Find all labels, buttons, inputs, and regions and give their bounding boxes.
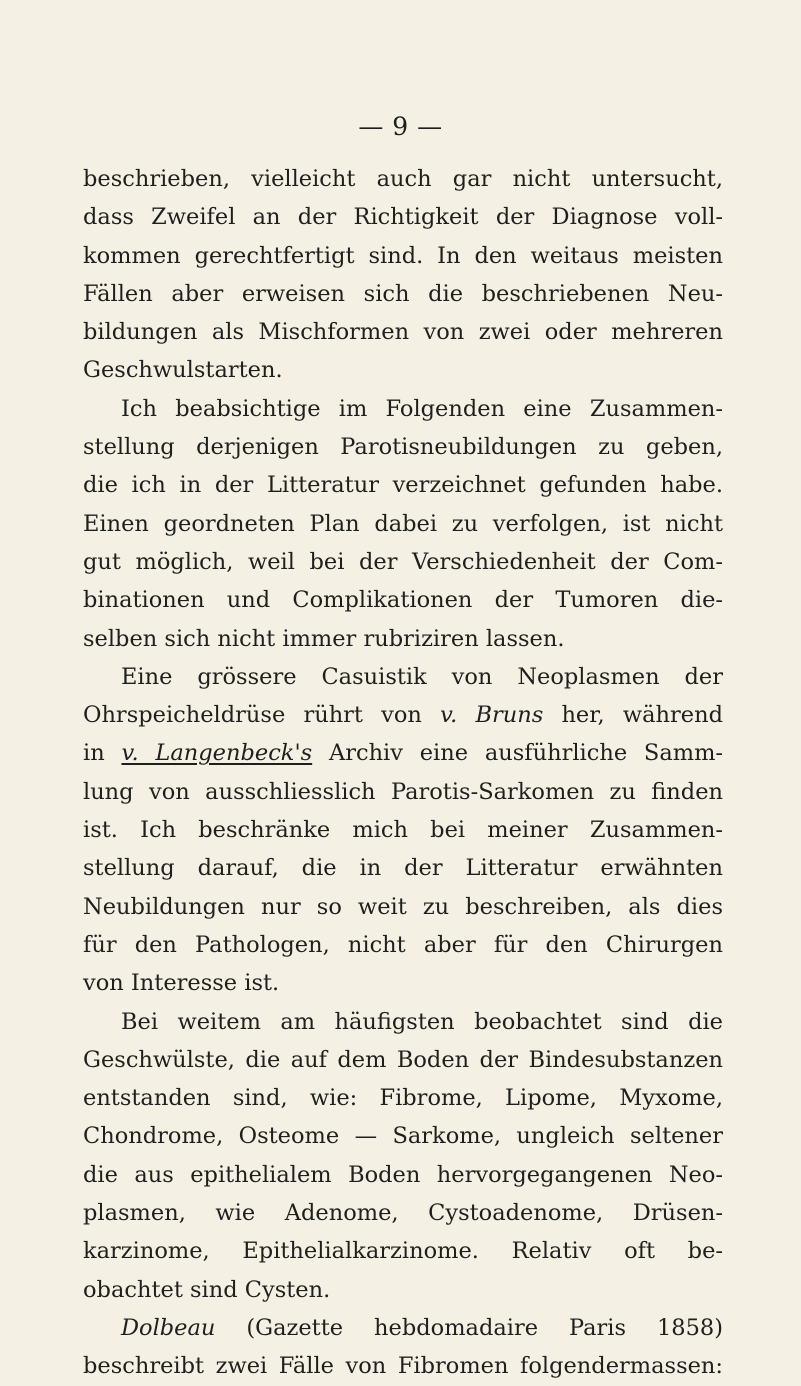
- paragraph-start-line: Eine grössere Casuistik von Neoplasmen der: [121, 663, 723, 690]
- text-line: entstanden sind, wie: Fibrome, Lipome, Myxome,: [83, 1085, 723, 1112]
- text-line: binationen und Complikationen der Tumoren die-: [83, 587, 723, 614]
- text-line-with-author: Ohrspeicheldrüse rührt von v. Bruns her, während: [83, 702, 723, 729]
- text-line: selben sich nicht immer rubriziren lassen.: [83, 625, 565, 652]
- text-line: die ich in der Litteratur verzeichnet gefunden habe.: [83, 472, 723, 499]
- text-line: ist. Ich beschränke mich bei meiner Zusammen-: [83, 817, 723, 844]
- text-line: beschreibt zwei Fälle von Fibromen folgendermassen:: [83, 1353, 723, 1380]
- text-line: bildungen als Mischformen von zwei oder mehreren: [83, 319, 723, 346]
- text-line: von Interesse ist.: [83, 970, 280, 997]
- text-line: stellung darauf, die in der Litteratur erwähnten: [83, 855, 723, 882]
- page-number: — 9 —: [358, 112, 443, 141]
- text-line: stellung derjenigen Parotisneubildungen zu geben,: [83, 434, 723, 461]
- author-name: v. Langenbeck's: [121, 740, 313, 767]
- text-line-with-author: Dolbeau (Gazette hebdomadaire Paris 1858): [121, 1314, 723, 1341]
- body-text: [83, 160, 723, 1386]
- author-name: Dolbeau: [121, 1314, 216, 1341]
- text-line: Einen geordneten Plan dabei zu verfolgen, ist nicht: [83, 510, 723, 537]
- text-line: gut möglich, weil bei der Verschiedenheit der Com-: [83, 548, 723, 575]
- text-line: dass Zweifel an der Richtigkeit der Diagnose voll-: [83, 204, 723, 231]
- text-line: die aus epithelialem Boden hervorgegangenen Neo-: [83, 1161, 723, 1188]
- text-line: beschrieben, vielleicht auch gar nicht untersucht,: [83, 166, 723, 192]
- text-line: Chondrome, Osteome — Sarkome, ungleich seltener: [83, 1123, 723, 1150]
- text-line: Fällen aber erweisen sich die beschriebenen Neu-: [83, 280, 723, 307]
- paragraph-start-line: Bei weitem am häufigsten beobachtet sind die: [121, 1008, 723, 1035]
- author-name: v. Bruns: [440, 702, 544, 729]
- text-line: lung von ausschliesslich Parotis-Sarkomen zu finden: [83, 778, 723, 805]
- text-line: Geschwülste, die auf dem Boden der Bindesubstanzen: [83, 1046, 723, 1073]
- text-line-with-author: in v. Langenbeck's Archiv eine ausführliche Samm-: [83, 740, 724, 767]
- text-line: Neubildungen nur so weit zu beschreiben, als dies: [83, 893, 723, 920]
- text-line: plasmen, wie Adenome, Cystoadenome, Drüsen-: [83, 1200, 723, 1227]
- text-line: kommen gerechtfertigt sind. In den weitaus meisten: [83, 242, 723, 269]
- text-line: für den Pathologen, nicht aber für den Chirurgen: [83, 931, 723, 958]
- text-line: obachtet sind Cysten.: [83, 1276, 331, 1303]
- text-line: Geschwulstarten.: [83, 357, 283, 384]
- paragraph-start-line: Ich beabsichtige im Folgenden eine Zusammen-: [121, 395, 723, 422]
- text-line: karzinome, Epithelialkarzinome. Relativ oft be-: [83, 1238, 723, 1265]
